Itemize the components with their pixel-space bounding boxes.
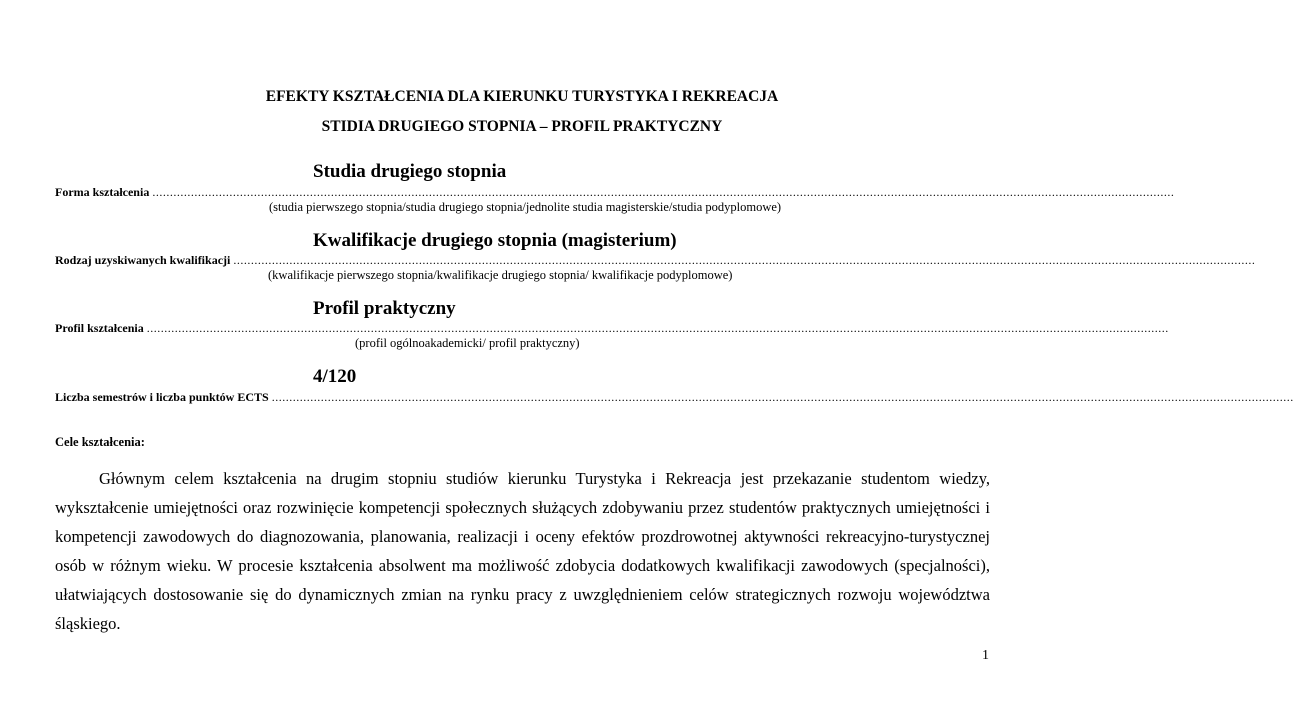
page-number: 1 bbox=[982, 648, 989, 663]
section-heading-cele: Cele kształcenia: bbox=[55, 435, 145, 449]
dotted-leader: .................................................................................................................................................................................................................................................................................................... bbox=[146, 321, 1169, 335]
field-hint: (profil ogólnoakademicki/ profil praktyczny) bbox=[355, 336, 580, 350]
dotted-leader: .................................................................................................................................................................................................................................................................................................... bbox=[271, 390, 1294, 404]
field-hint: (studia pierwszego stopnia/studia drugiego stopnia/jednolite studia magisterskie/studia podyplomowe) bbox=[269, 200, 782, 214]
field-label: Profil kształcenia bbox=[55, 321, 144, 335]
cele-paragraph: Głównym celem kształcenia na drugim stopniu studiów kierunku Turystyka i Rekreacja jest przekazanie studentom wiedzy, wykształcenie umiejętności oraz rozwinięcie kompetencji społecznych służących zdobywaniu przez studentów praktycznych umiejętności i kompetencji zawodowych do diagnozowania, planowania, realizacji i oceny efektów prozdrowotnej aktywności rekreacyjno-turystycznej osób w różnym wieku. W procesie kształcenia absolwent ma możliwość zdobycia dodatkowych kwalifikacji zawodowych (specjalności), ułatwiających dostosowanie się do dynamicznych zmian na rynku pracy z uwzględnieniem celów strategicznych rozwoju województwa śląskiego. bbox=[55, 469, 990, 633]
dotted-leader: .................................................................................................................................................................................................................................................................................................... bbox=[233, 253, 1256, 267]
field-value: Studia drugiego stopnia bbox=[313, 161, 507, 182]
field-value: Kwalifikacje drugiego stopnia (magisterium) bbox=[313, 230, 677, 251]
field-value: 4/120 bbox=[313, 366, 357, 387]
document-subtitle: STIDIA DRUGIEGO STOPNIA – PROFIL PRAKTYCZNY bbox=[321, 118, 723, 135]
document-title: EFEKTY KSZTAŁCENIA DLA KIERUNKU TURYSTYKA I REKREACJA bbox=[265, 88, 779, 105]
field-label: Liczba semestrów i liczba punktów ECTS bbox=[55, 390, 269, 404]
field-label-row bbox=[55, 253, 1256, 267]
field-label: Rodzaj uzyskiwanych kwalifikacji bbox=[55, 253, 231, 267]
field-label-row bbox=[55, 321, 1169, 335]
dotted-leader: .................................................................................................................................................................................................................................................................................................... bbox=[152, 185, 1175, 199]
field-label-row bbox=[55, 185, 1175, 199]
field-label: Forma kształcenia bbox=[55, 185, 150, 199]
field-hint: (kwalifikacje pierwszego stopnia/kwalifikacje drugiego stopnia/ kwalifikacje podyplomowe) bbox=[268, 268, 733, 282]
field-value: Profil praktyczny bbox=[313, 298, 456, 319]
field-label-row bbox=[55, 390, 1294, 404]
